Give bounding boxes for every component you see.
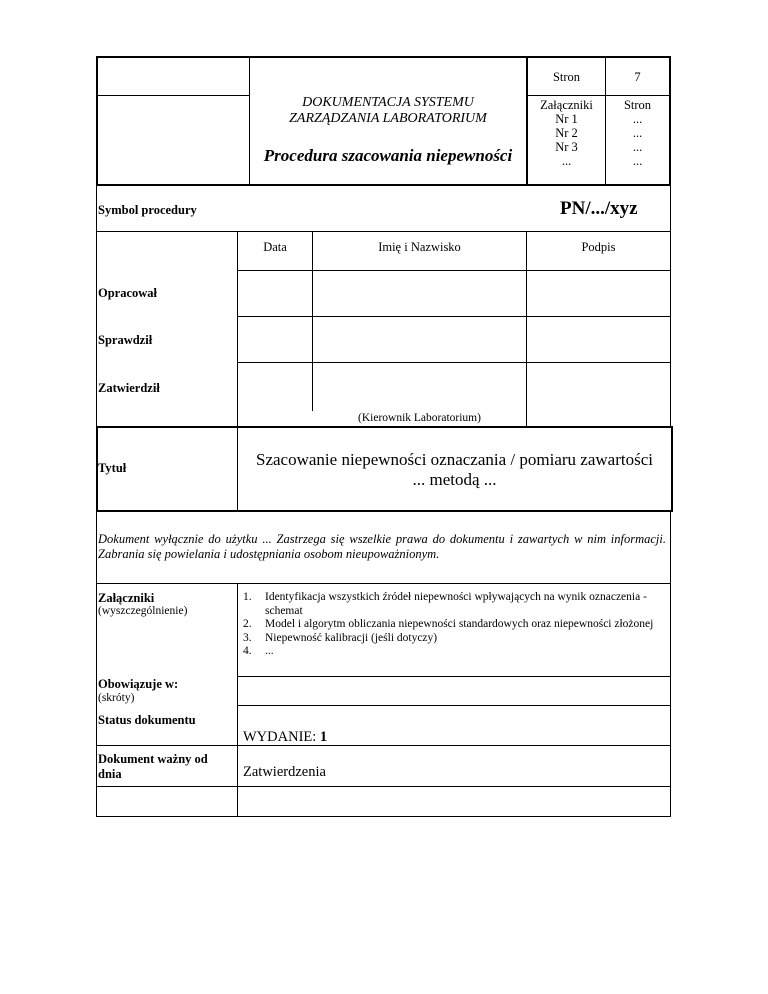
list-item bbox=[243, 632, 663, 646]
attachments-pages-3: ... bbox=[632, 140, 643, 154]
attachments-label: Załączniki bbox=[98, 591, 155, 605]
attachments-sublabel: (wyszczególnienie) bbox=[98, 605, 188, 617]
attachments-nr-2: Nr 2 bbox=[555, 126, 578, 140]
document-title bbox=[238, 450, 671, 490]
list-item-number: 2. bbox=[243, 618, 252, 630]
valid-value: Zatwierdzenia bbox=[243, 764, 326, 780]
attachments-header-label: Załączniki bbox=[540, 98, 593, 112]
applies-label: Obowiązuje w: bbox=[98, 677, 179, 691]
attachments-pages-label: Stron bbox=[623, 98, 652, 112]
list-item-number: 4. bbox=[243, 645, 252, 657]
valid-label: Dokument ważny od dnia bbox=[98, 752, 208, 781]
document-system-line2: ZARZĄDZANIA LABORATORIUM bbox=[289, 111, 487, 126]
applies-sublabel: (skróty) bbox=[98, 692, 135, 704]
row-prepared-label: Opracował bbox=[98, 286, 158, 300]
attachments-pages-2: ... bbox=[632, 126, 643, 140]
attachments-nr-1: Nr 1 bbox=[555, 112, 578, 126]
list-item-text: Niepewność kalibracji (jeśli dotyczy) bbox=[265, 631, 438, 644]
document-system-line1: DOKUMENTACJA SYSTEMU bbox=[302, 95, 474, 110]
list-item-text: Model i algorytm obliczania niepewności standardowych oraz niepewności złożonej bbox=[265, 618, 654, 630]
title-label: Tytuł bbox=[98, 461, 127, 475]
disclaimer-text: Dokument wyłącznie do użytku ... Zastrzega się wszelkie prawa do dokumentu i zawartych w nim informacji. Zabrania się powielania i udostępniania osobom nieupoważnionym. bbox=[98, 532, 666, 561]
attachments-pages bbox=[606, 98, 669, 168]
attachments-nr-4: ... bbox=[561, 154, 572, 168]
status-number: 1 bbox=[319, 729, 328, 745]
col-name-header: Imię i Nazwisko bbox=[378, 240, 461, 254]
document-system-title bbox=[250, 95, 526, 127]
list-item bbox=[243, 645, 663, 659]
procedure-title: Procedura szacowania niepewności bbox=[263, 146, 513, 165]
list-item bbox=[243, 618, 663, 632]
col-date-header: Data bbox=[263, 240, 287, 254]
pages-value: 7 bbox=[634, 70, 641, 84]
attachments-pages-4: ... bbox=[632, 154, 643, 168]
list-item-number: 3. bbox=[243, 631, 252, 644]
list-item-text: Identyfikacja wszystkich źródeł niepewności wpływających na wynik oznaczenia - schemat bbox=[265, 591, 647, 617]
status-prefix: WYDANIE: bbox=[243, 729, 317, 745]
list-item bbox=[243, 591, 663, 618]
document-title-line1: Szacowanie niepewności oznaczania / pomiaru zawartości bbox=[256, 450, 653, 469]
attachments-pages-1: ... bbox=[632, 112, 643, 126]
pages-label: Stron bbox=[552, 70, 581, 84]
list-item-text: ... bbox=[265, 645, 274, 657]
list-item-number: 1. bbox=[243, 591, 252, 603]
attachments-nr-3: Nr 3 bbox=[555, 140, 578, 154]
status-value bbox=[243, 729, 327, 746]
col-sign-header: Podpis bbox=[581, 240, 616, 254]
document-title-line2: ... metodą ... bbox=[412, 470, 497, 489]
symbol-label: Symbol procedury bbox=[98, 203, 197, 217]
symbol-value: PN/.../xyz bbox=[560, 198, 638, 219]
approver-note: (Kierownik Laboratorium) bbox=[358, 412, 481, 424]
attachments-list bbox=[243, 591, 663, 659]
attachments-list-header bbox=[528, 98, 605, 168]
row-checked-label: Sprawdził bbox=[98, 333, 153, 347]
status-label: Status dokumentu bbox=[98, 713, 196, 727]
row-approved-label: Zatwierdził bbox=[98, 381, 160, 395]
